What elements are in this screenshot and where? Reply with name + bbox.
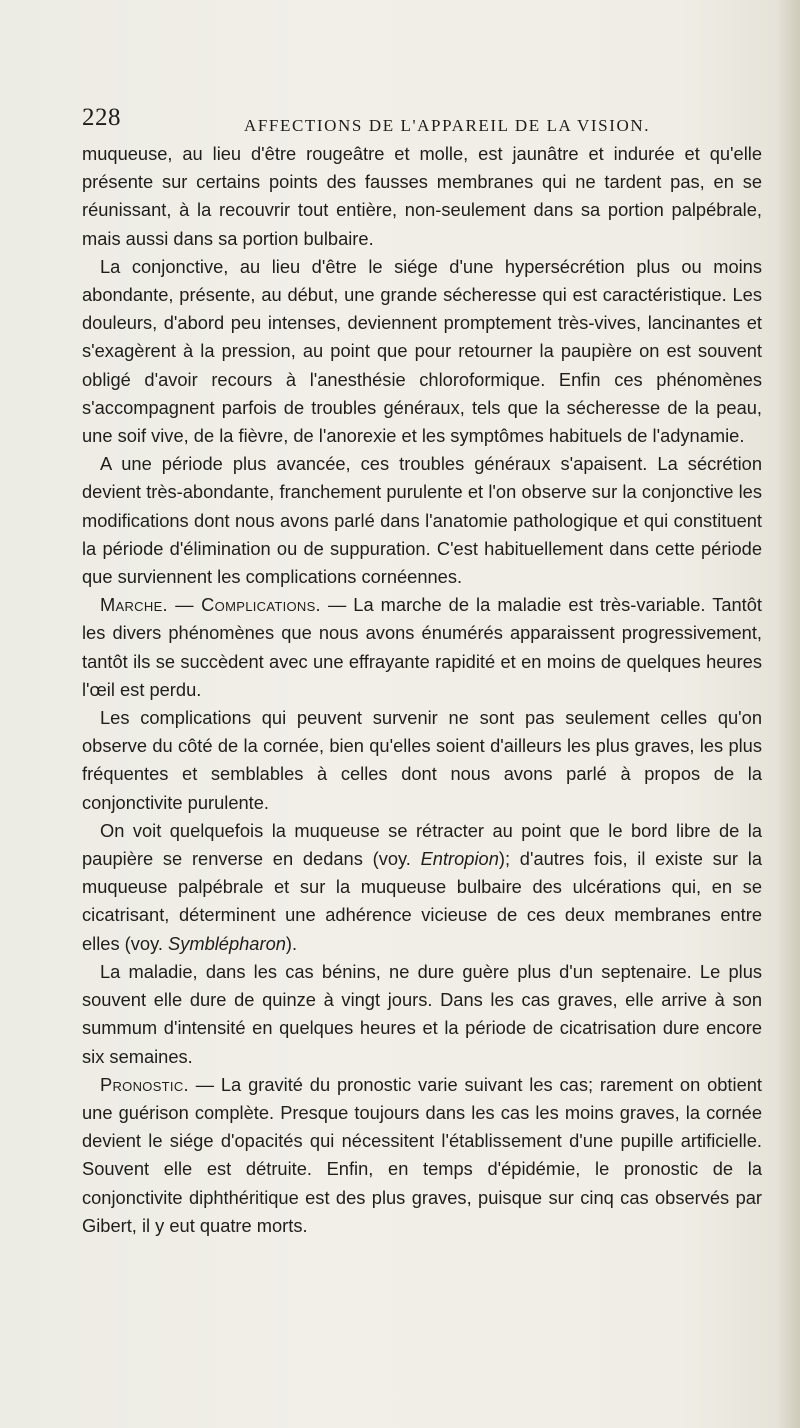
paragraph-7-text: La maladie, dans les cas bénins, ne dure guère plus d'un septenaire. Le plus souvent elle dure de quinze à vingt jours. Dans les cas graves, elle arrive à son summum d'intensité en quelques heures et la période de cicatrisation dure encore six semaines. <box>82 960 762 1067</box>
page-header <box>82 104 762 138</box>
paragraph-6-text-c: ). <box>285 932 298 954</box>
paragraph-5 <box>82 704 762 817</box>
paragraph-5-text: Les complications qui peuvent survenir ne sont pas seulement celles qu'on observe du côté de la cornée, bien qu'elles soient d'ailleurs les plus graves, les plus fréquentes et semblables à celles dont nous avons parlé à propos de la conjonctivite purulente. <box>82 707 762 813</box>
page-number: 228 <box>82 104 121 131</box>
paragraph-2 <box>82 253 762 450</box>
section-heading-pronostic: Pronostic. <box>100 1073 189 1095</box>
paragraph-4 <box>82 591 762 704</box>
body-text <box>82 140 762 1240</box>
paragraph-6 <box>82 817 762 958</box>
cross-reference-entropion: Entropion <box>420 848 499 870</box>
paragraph-6-text-b: ); d'autres fois, il existe sur la muqueuse palpébrale et sur la muqueuse bulbaire des ulcérations qui, en se cicatrisant, déterminent une adhérence vicieuse de ces deux membranes entre elles (voy. <box>82 848 762 954</box>
paragraph-6-text-a: On voit quelquefois la muqueuse se rétracter au point que le bord libre de la paupière se renverse en dedans (voy. <box>82 819 762 870</box>
paragraph-1 <box>82 140 762 253</box>
running-head: AFFECTIONS DE L'APPAREIL DE LA VISION. <box>244 116 651 135</box>
paragraph-4-text: — La marche de la maladie est très-variable. Tantôt les divers phénomènes que nous avons énumérés apparaissent progressivement, tantôt ils se succèdent avec une effrayante rapidité et en moins de quelques heures l'œil est perdu. <box>82 594 762 700</box>
paragraph-8-text: — La gravité du pronostic varie suivant les cas; rarement on obtient une guérison complète. Presque toujours dans les cas les moins graves, la cornée devient le siége d'opacités qui nécessitent l'établissement d'une pupille artificielle. Souvent elle est détruite. Enfin, en temps d'épidémie, le pronostic de la conjonctivite diphthéritique est des plus graves, puisque sur cinq cas observés par Gibert, il y eut quatre morts. <box>82 1073 762 1236</box>
section-heading-marche: Marche. — Complications. <box>100 594 321 616</box>
paragraph-2-text: La conjonctive, au lieu d'être le siége d'une hypersécrétion plus ou moins abondante, présente, au début, une grande sécheresse qui est caractéristique. Les douleurs, d'abord peu intenses, deviennent promptement très-vives, lancinantes et s'exagèrent à la pression, au point que pour retourner la paupière on est souvent obligé d'avoir recours à l'anesthésie chloroformique. Enfin ces phénomènes s'accompagnent parfois de troubles généraux, tels que la sécheresse de la peau, une soif vive, de la fièvre, de l'anorexie et les symptômes habituels de l'adynamie. <box>82 255 762 447</box>
paragraph-3 <box>82 450 762 591</box>
paragraph-8 <box>82 1071 762 1240</box>
paragraph-3-text: A une période plus avancée, ces troubles généraux s'apaisent. La sécrétion devient très-abondante, franchement purulente et l'on observe sur la conjonctive les modifications dont nous avons parlé dans l'anatomie pathologique et qui constituent la période d'élimination ou de suppuration. C'est habituellement dans cette période que surviennent les complications cornéennes. <box>82 453 762 588</box>
paragraph-1-text: muqueuse, au lieu d'être rougeâtre et molle, est jaunâtre et indurée et qu'elle présente sur certains points des fausses membranes qui ne tardent pas, en se réunissant, à la recouvrir tout entière, non-seulement dans sa portion palpébrale, mais aussi dans sa portion bulbaire. <box>82 143 762 249</box>
paragraph-7 <box>82 958 762 1071</box>
cross-reference-symblepharon: Symblépharon <box>168 932 286 954</box>
